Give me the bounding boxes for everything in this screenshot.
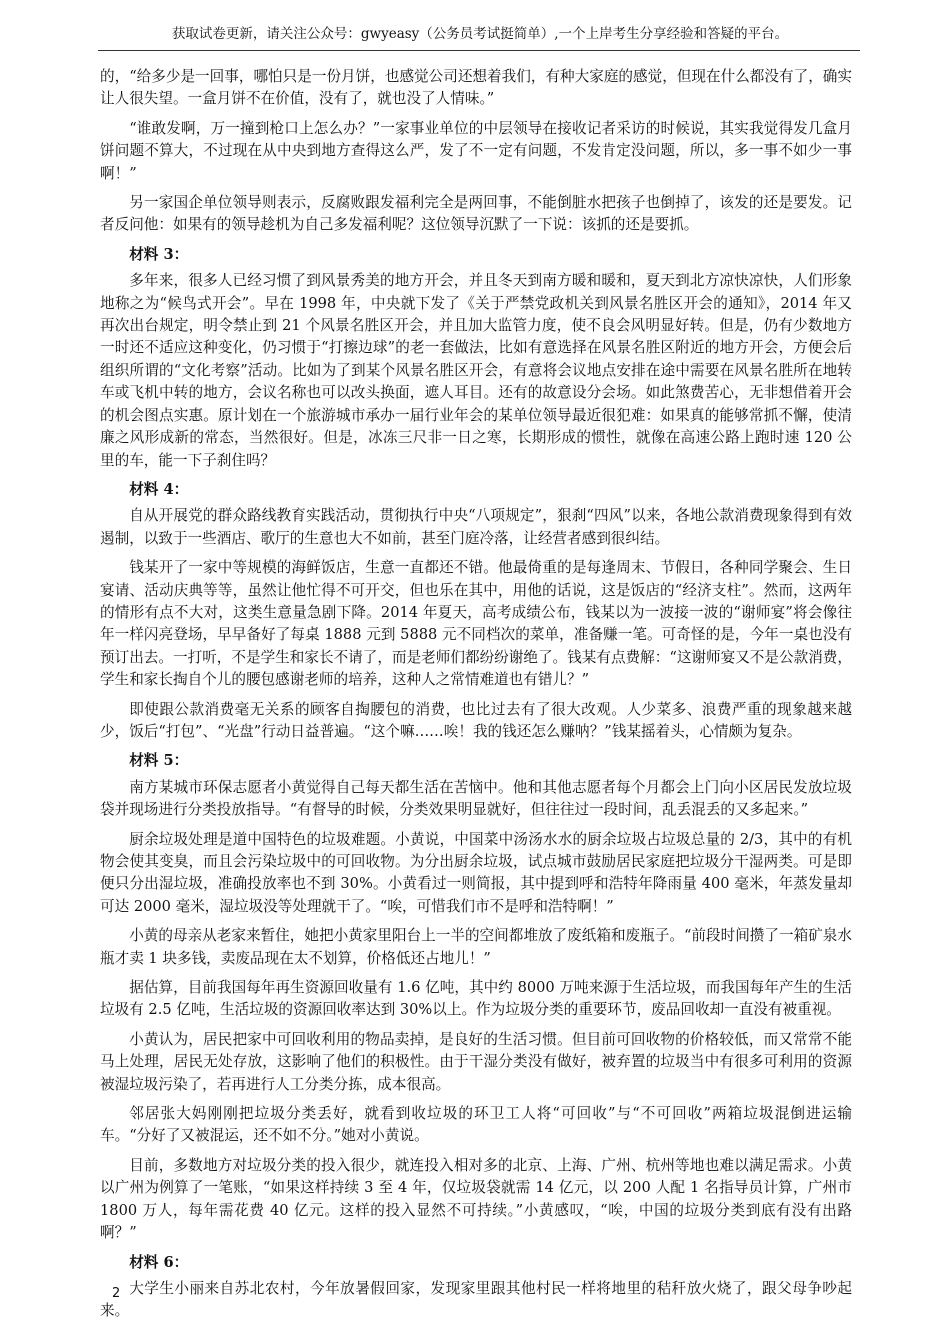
header-divider xyxy=(98,50,860,51)
paragraph: 据估算，目前我国每年再生资源回收量有 1.6 亿吨，其中约 8000 万吨来源于生活垃圾，而我国每年产生的生活垃圾有 2.5 亿吨，生活垃圾的资源回收率达到 30%以上。作为垃圾分类的重要环节，废品回收却一直没有被重视。 xyxy=(100,979,852,1019)
paragraph: 大学生小丽来自苏北农村，今年放暑假回家，发现家里跟其他村民一样将地里的秸秆放火烧了，跟父母争吵起来。 xyxy=(100,1279,852,1320)
paragraph: 即使跟公款消费毫无关系的顾客自掏腰包的消费，也比过去有了很大改观。人少菜多、浪费严重的现象越来越少，饭后“打包”、“光盘”行动日益普遍。“这个嘛……唉！我的钱还怎么赚呐？”钱某摇着头，心情颇为复杂。 xyxy=(100,700,852,740)
paragraph: 钱某开了一家中等规模的海鲜饭店，生意一直都还不错。他最倚重的是每逢周末、节假日，各种同学聚会、生日宴请、活动庆典等等，虽然让他忙得不可开交，但也乐在其中，用他的话说，这是饭店的“经济支柱”。然而，这两年的情形有点不大对，这类生意量急剧下降。2014 年夏天，高考成绩公布，钱某以为一波接一波的“谢师宴”将会像往年一样闪亮登场，早早备好了每桌 1888 元到 5888 元不同档次的菜单，准备赚一笔。可奇怪的是，今年一桌也没有预订出去。一打听，不是学生和家长不请了，而是老师们都纷纷谢绝了。钱某有点费解：“这谢师宴又不是公款消费，学生和家长掏自个儿的腰包感谢老师的培养，这种人之常情难道也有错儿？” xyxy=(100,559,852,689)
paragraph: 自从开展党的群众路线教育实践活动，贯彻执行中央“八项规定”，狠刹“四风”以来，各地公款消费现象得到有效遏制，以致于一些酒店、歌厅的生意也大不如前，甚至门庭冷落，让经营者感到很纠结。 xyxy=(100,507,852,547)
paragraph: 小黄的母亲从老家来暂住，她把小黄家里阳台上一半的空间都堆放了废纸箱和废瓶子。“前段时间攒了一箱矿泉水瓶才卖 1 块多钱，卖废品现在太不划算，价格低还占地儿！” xyxy=(100,927,852,967)
paragraph: 目前，多数地方对垃圾分类的投入很少，就连投入相对多的北京、上海、广州、杭州等地也难以满足需求。小黄以广州为例算了一笔账，“如果这样持续 3 至 4 年，仅垃圾袋就需 14 亿元，以 200 人配 1 名指导员计算，广州市 1800 万人，每年需花费 40 亿元。这样的投入显然不可持续。”小黄感叹，“唉，中国的垃圾分类到底有没有出路啊？” xyxy=(100,1156,852,1242)
document-body xyxy=(100,66,852,1330)
paragraph: 小黄认为，居民把家中可回收利用的物品卖掉，是良好的生活习惯。但目前可回收物的价格较低，而又常常不能马上处理，居民无处存放，这影响了他们的积极性。由于干湿分类没有做好，被弃置的垃圾当中有很多可利用的资源被湿垃圾污染了，若再进行人工分类分拣，成本很高。 xyxy=(100,1030,852,1093)
section-heading-material-5: 材料 5： xyxy=(129,752,189,770)
paragraph: 另一家国企单位领导则表示，反腐败跟发福利完全是两回事，不能倒脏水把孩子也倒掉了，该发的还是要发。记者反问他：如果有的领导趁机为自己多发福利呢？这位领导沉默了一下说：该抓的还是要抓。 xyxy=(100,194,852,234)
page-header: 获取试卷更新，请关注公众号：gwyeasy（公务员考试挺简单）,一个上岸考生分享经验和答疑的平台。 xyxy=(171,26,789,42)
paragraph: 的，“给多少是一回事，哪怕只是一份月饼，也感觉公司还想着我们，有种大家庭的感觉，但现在什么都没有了，确实让人很失望。一盒月饼不在价值，没有了，就也没了人情味。” xyxy=(100,68,852,108)
paragraph: 邻居张大妈刚刚把垃圾分类丢好，就看到收垃圾的环卫工人将“可回收”与“不可回收”两箱垃圾混倒进运输车。“分好了又被混运，还不如不分。”她对小黄说。 xyxy=(100,1105,852,1145)
section-heading-material-3: 材料 3： xyxy=(129,245,189,263)
paragraph: 多年来，很多人已经习惯了到风景秀美的地方开会，并且冬天到南方暖和暖和，夏天到北方凉快凉快，人们形象地称之为“候鸟式开会”。早在 1998 年，中央就下发了《关于严禁党政机关到风景名胜区开会的通知》，2014 年又再次出台规定，明令禁止到 21 个风景名胜区开会，并且加大监管力度，使不良会风明显好转。但是，仍有少数地方一时还不适应这种变化，仍习惯于“打擦边球”的老一套做法，比如有意选择在风景名胜区附近的地方开会，方便会后组织所谓的“文化考察”活动。比如为了到某个风景名胜区开会，有意将会议地点安排在途中需要在风景名胜所在地转车或飞机中转的地方，会议名称也可以改头换面，遮人耳目。还有的故意设分会场。如此煞费苦心，无非想借着开会的机会图点实惠。原计划在一个旅游城市承办一届行业年会的某单位领导最近很犯难：如果真的能够常抓不懈，使清廉之风形成新的常态，当然很好。但是，冰冻三尺非一日之寒，长期形成的惯性，就像在高速公路上跑时速 120 公里的车，能一下子刹住吗？ xyxy=(100,272,852,469)
page-number: 2 xyxy=(112,1286,121,1301)
section-heading-material-4: 材料 4： xyxy=(129,480,189,498)
section-heading-material-6: 材料 6： xyxy=(129,1253,189,1271)
paragraph: “谁敢发啊，万一撞到枪口上怎么办？”一家事业单位的中层领导在接收记者采访的时候说，其实我觉得发几盒月饼问题不算大，不过现在从中央到地方查得这么严，发了不一定有问题，不发肯定没问题，所以，多一事不如少一事啊！” xyxy=(100,119,852,182)
paragraph: 南方某城市环保志愿者小黄觉得自己每天都生活在苦恼中。他和其他志愿者每个月都会上门向小区居民发放垃圾袋并现场进行分类投放指导。“有督导的时候，分类效果明显就好，但往往过一段时间，乱丢混丢的又多起来。” xyxy=(100,778,852,819)
paragraph: 厨余垃圾处理是道中国特色的垃圾难题。小黄说，中国菜中汤汤水水的厨余垃圾占垃圾总量的 2/3，其中的有机物会使其变臭，而且会污染垃圾中的可回收物。为分出厨余垃圾，试点城市鼓励居民家庭把垃圾分干湿两类。可是即便只分出湿垃圾，准确投放率也不到 30%。小黄看过一则简报，其中提到呼和浩特年降雨量 400 毫米，年蒸发量却可达 2000 毫米，湿垃圾没等处理就干了。“唉，可惜我们市不是呼和浩特啊！” xyxy=(100,830,852,915)
